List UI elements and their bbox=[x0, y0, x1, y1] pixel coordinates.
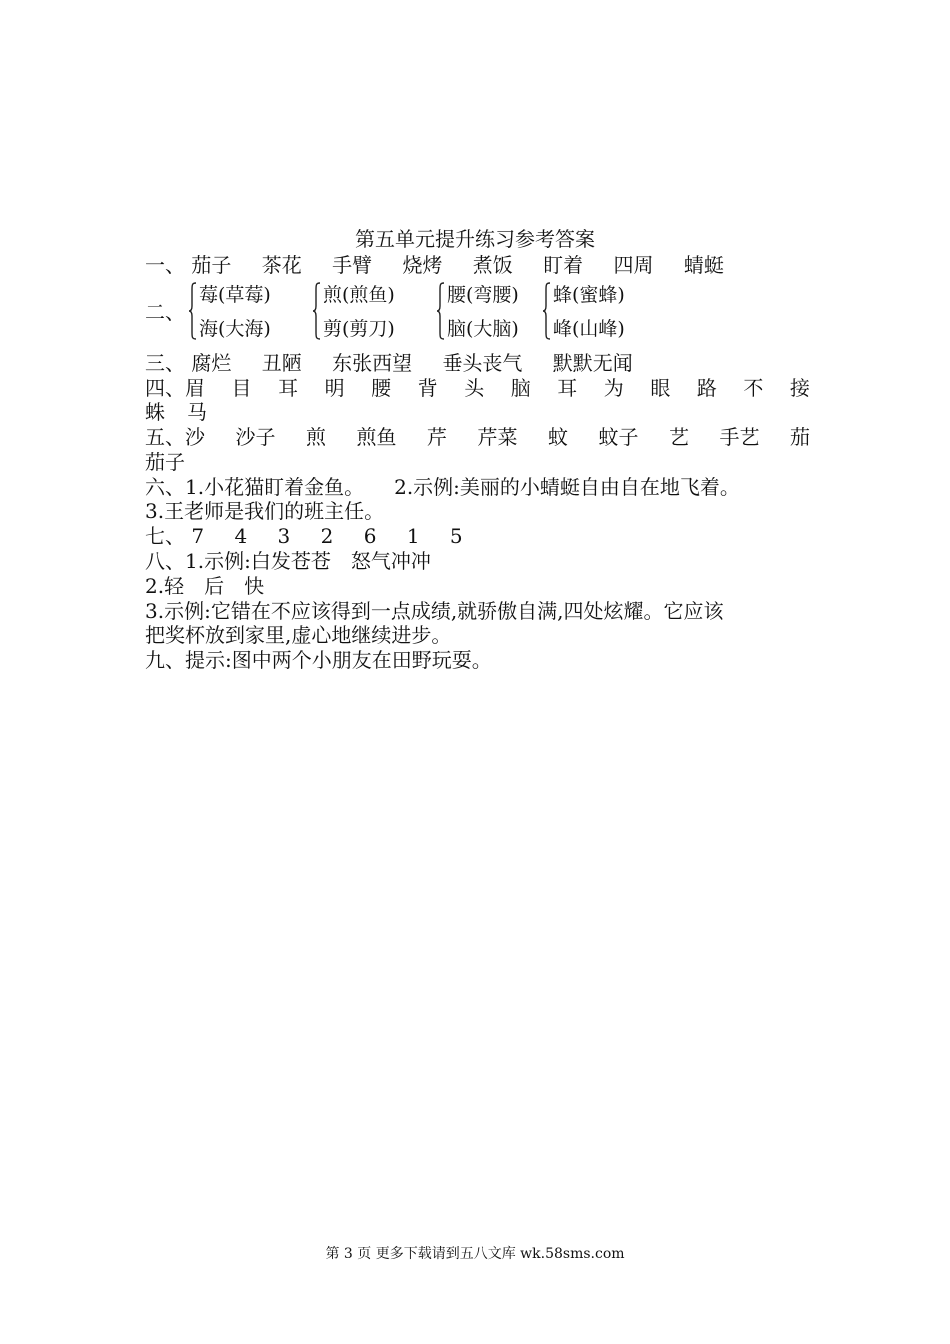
q1-item: 茶花 bbox=[261, 253, 302, 277]
answer-q4-line1 bbox=[145, 375, 810, 401]
left-brace-icon bbox=[543, 282, 551, 340]
q7-item: 7 bbox=[191, 524, 205, 548]
q5-item: 沙 bbox=[185, 425, 205, 449]
q9-text: 提示:图中两个小朋友在田野玩耍。 bbox=[185, 648, 492, 672]
q5-item: 茄 bbox=[790, 425, 810, 449]
page-footer: 第 3 页 更多下载请到五八文库 wk.58sms.com bbox=[325, 1246, 625, 1262]
q5-item: 艺 bbox=[669, 425, 689, 449]
q4-item: 头 bbox=[464, 376, 485, 400]
q1-label: 一、 bbox=[145, 253, 185, 277]
q5-item: 沙子 bbox=[235, 425, 276, 449]
q1-item: 手臂 bbox=[332, 253, 373, 277]
q4-item: 马 bbox=[187, 400, 207, 424]
q4-item: 不 bbox=[743, 376, 764, 400]
q4-item: 目 bbox=[231, 376, 252, 400]
q3-label: 三、 bbox=[145, 351, 185, 375]
q7-label: 七、 bbox=[145, 524, 185, 548]
q8-answer-1: 1.示例:白发苍苍 怒气冲冲 bbox=[185, 549, 431, 573]
q8-answer-3: 3.示例:它错在不应该得到一点成绩,就骄傲自满,四处炫耀。它应该 bbox=[145, 599, 724, 623]
q9-label: 九、 bbox=[145, 648, 185, 672]
q5-item: 蚊子 bbox=[598, 425, 639, 449]
answer-q3 bbox=[145, 350, 810, 376]
answer-q8-line3 bbox=[145, 598, 810, 624]
q1-item: 茄子 bbox=[191, 253, 232, 277]
answer-q6-line2 bbox=[145, 498, 810, 524]
q2-label: 二、 bbox=[145, 300, 185, 324]
q8-answer-2: 2.轻 后 快 bbox=[145, 574, 265, 598]
answer-q8-line1 bbox=[145, 548, 810, 574]
q4-item: 脑 bbox=[510, 376, 531, 400]
q8-answer-3-cont: 把奖杯放到家里,虚心地继续进步。 bbox=[145, 623, 452, 647]
q7-item: 3 bbox=[277, 524, 291, 548]
q2-word-bottom: 峰(山峰) bbox=[553, 318, 625, 340]
q3-item: 默默无闻 bbox=[552, 351, 633, 375]
q3-item: 东张西望 bbox=[332, 351, 413, 375]
q8-label: 八、 bbox=[145, 549, 185, 573]
q4-item: 背 bbox=[417, 376, 438, 400]
q1-item: 蜻蜓 bbox=[683, 253, 724, 277]
q5-item: 芹菜 bbox=[477, 425, 518, 449]
q5-item: 手艺 bbox=[719, 425, 760, 449]
q5-item: 煎 bbox=[306, 425, 326, 449]
q3-item: 垂头丧气 bbox=[442, 351, 523, 375]
q6-answer-2: 2.示例:美丽的小蜻蜓自由自在地飞着。 bbox=[394, 475, 740, 499]
answer-q8-line4 bbox=[145, 622, 810, 648]
q7-item: 2 bbox=[320, 524, 334, 548]
q5-item: 煎鱼 bbox=[356, 425, 397, 449]
q4-item: 耳 bbox=[278, 376, 299, 400]
q5-item: 茄子 bbox=[145, 450, 185, 474]
q7-item: 6 bbox=[363, 524, 377, 548]
q4-item: 路 bbox=[696, 376, 717, 400]
q1-item: 煮饭 bbox=[472, 253, 513, 277]
left-brace-icon bbox=[189, 282, 197, 340]
q2-word-bottom: 剪(剪刀) bbox=[323, 318, 395, 340]
answer-q5-line1 bbox=[145, 424, 810, 450]
q6-answer-1: 1.小花猫盯着金鱼。 bbox=[185, 475, 365, 499]
answer-q4-line2 bbox=[145, 399, 810, 425]
answer-q5-line2 bbox=[145, 449, 810, 475]
q4-item: 耳 bbox=[557, 376, 578, 400]
q2-word-top: 煎(煎鱼) bbox=[323, 284, 395, 306]
q4-item: 明 bbox=[324, 376, 345, 400]
answer-q1 bbox=[145, 252, 810, 278]
q2-word-bottom: 脑(大脑) bbox=[447, 318, 519, 340]
q7-item: 1 bbox=[406, 524, 420, 548]
q7-item: 4 bbox=[234, 524, 248, 548]
q2-word-top: 莓(草莓) bbox=[199, 284, 271, 306]
answer-q9 bbox=[145, 647, 810, 673]
answer-q8-line2 bbox=[145, 573, 810, 599]
q4-item: 眉 bbox=[185, 376, 205, 400]
q5-label: 五、 bbox=[145, 425, 185, 449]
q1-item: 四周 bbox=[613, 253, 654, 277]
answer-q6-line1 bbox=[145, 474, 810, 500]
left-brace-icon bbox=[437, 282, 445, 340]
left-brace-icon bbox=[313, 282, 321, 340]
q5-item: 芹 bbox=[427, 425, 447, 449]
q6-label: 六、 bbox=[145, 475, 185, 499]
q4-item: 眼 bbox=[650, 376, 671, 400]
q2-word-bottom: 海(大海) bbox=[199, 318, 271, 340]
q2-word-top: 蜂(蜜蜂) bbox=[553, 284, 625, 306]
q3-item: 丑陋 bbox=[261, 351, 302, 375]
q4-label: 四、 bbox=[145, 376, 185, 400]
answer-q2 bbox=[145, 280, 810, 344]
q5-item: 蚊 bbox=[548, 425, 568, 449]
q4-item: 接 bbox=[789, 376, 810, 400]
q4-item: 腰 bbox=[371, 376, 392, 400]
q1-item: 盯着 bbox=[543, 253, 584, 277]
q6-answer-3: 3.王老师是我们的班主任。 bbox=[145, 499, 385, 523]
q3-item: 腐烂 bbox=[191, 351, 232, 375]
q4-item: 蛛 bbox=[145, 400, 165, 424]
q4-item: 为 bbox=[603, 376, 624, 400]
q2-word-top: 腰(弯腰) bbox=[447, 284, 519, 306]
answer-q7 bbox=[145, 523, 810, 549]
q7-item: 5 bbox=[449, 524, 463, 548]
q1-item: 烧烤 bbox=[402, 253, 443, 277]
page-title: 第五单元提升练习参考答案 bbox=[355, 227, 595, 251]
